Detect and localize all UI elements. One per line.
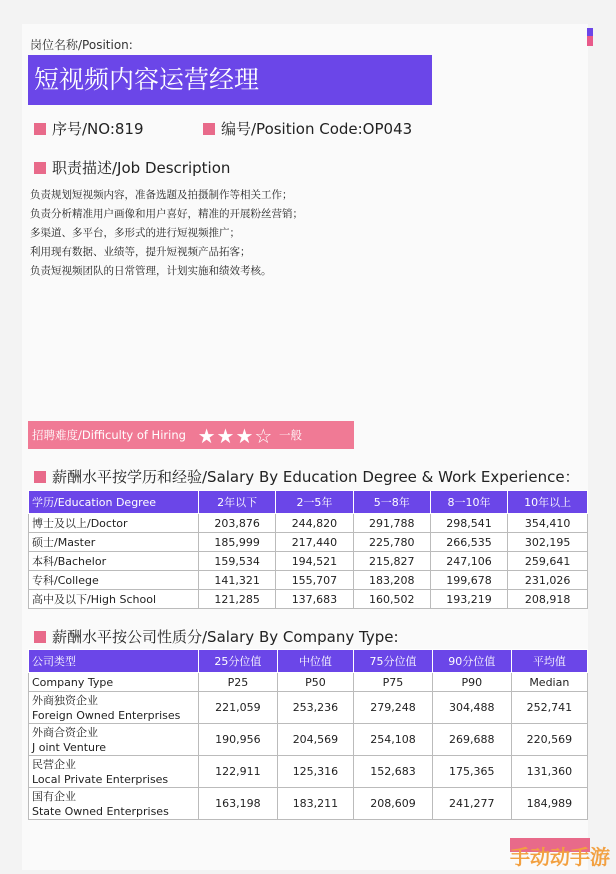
position-label: 岗位名称/Position: [30,38,133,52]
table-header-cell: 90分位值 [432,650,511,673]
table-cell: 152,683 [354,756,433,788]
table-cell: 190,956 [199,724,278,756]
table-header-cell: 中位值 [277,650,353,673]
table-header-cell: 75分位值 [354,650,433,673]
table-cell: 304,488 [432,692,511,724]
company-salary-heading-text: 薪酬水平按公司性质分/Salary By Company Type: [52,628,399,646]
company-type-cell [29,692,199,724]
table-cell: Median [511,673,587,692]
table-cell: 298,541 [430,514,507,533]
table-cell: 194,521 [276,552,353,571]
company-type-cn: 国有企业 [32,789,76,803]
position-code [203,118,412,139]
table-cell: 266,535 [430,533,507,552]
table-cell: 121,285 [199,590,276,609]
table-cell: P75 [354,673,433,692]
table-header-cell: 2一5年 [276,491,353,514]
bullet-square-icon [34,631,46,643]
table-header-cell: 公司类型 [29,650,199,673]
corner-accent-pink [587,36,593,46]
table-cell: 高中及以下/High School [29,590,199,609]
job-description-heading [34,157,230,178]
table-header-cell: 2年以下 [199,491,276,514]
company-type-cell [29,756,199,788]
table-cell: 175,365 [432,756,511,788]
job-title: 短视频内容运营经理 [28,55,432,105]
company-type-cell [29,788,199,820]
table-row [29,533,588,552]
table-cell: 199,678 [430,571,507,590]
hiring-difficulty-label: 招聘难度/Difficulty of Hiring [32,428,186,442]
table-row [29,692,588,724]
table-cell: 博士及以上/Doctor [29,514,199,533]
job-description-line: 负责短视频团队的日常管理，计划实施和绩效考核。 [30,265,272,277]
table-cell: 279,248 [354,692,433,724]
table-cell: 193,219 [430,590,507,609]
watermark-logo: 手动动手游 [510,845,610,869]
table-cell: 247,106 [430,552,507,571]
company-type-cn: 民营企业 [32,757,76,771]
table-cell: 269,688 [432,724,511,756]
company-type-cn: 外商合资企业 [32,725,98,739]
table-cell: 208,609 [354,788,433,820]
table-cell: 244,820 [276,514,353,533]
company-salary-heading [34,626,399,647]
hiring-difficulty-bar [28,421,354,449]
table-cell: 253,236 [277,692,353,724]
serial-number [34,118,144,139]
education-salary-heading [34,466,580,487]
table-cell: 241,277 [432,788,511,820]
table-cell: 184,989 [511,788,587,820]
education-salary-heading-text: 薪酬水平按学历和经验/Salary By Education Degree & Work Experience： [52,468,580,486]
table-row [29,724,588,756]
table-cell: 本科/Bachelor [29,552,199,571]
table-cell: 254,108 [354,724,433,756]
table-cell: 220,569 [511,724,587,756]
table-cell: 155,707 [276,571,353,590]
table-cell: 专科/College [29,571,199,590]
hiring-difficulty-level: 一般 [278,428,302,442]
table-row [29,514,588,533]
company-type-en: J oint Venture [32,740,107,754]
table-row [29,552,588,571]
table-cell: 160,502 [353,590,430,609]
table-cell: P50 [277,673,353,692]
bullet-square-icon [34,471,46,483]
table-cell: 217,440 [276,533,353,552]
table-row [29,788,588,820]
job-description-line: 负责分析精准用户画像和用户喜好，精准的开展粉丝营销； [30,208,303,220]
table-cell: 208,918 [508,590,588,609]
table-cell: P90 [432,673,511,692]
table-header-cell: 5一8年 [353,491,430,514]
table-cell: 122,911 [199,756,278,788]
position-code-text: 编号/Position Code:OP043 [221,120,413,138]
table-header-cell: 8一10年 [430,491,507,514]
bullet-square-icon [34,162,46,174]
table-header-cell: 10年以上 [508,491,588,514]
company-salary-table [28,649,588,820]
table-cell: 204,569 [277,724,353,756]
table-header-cell: 25分位值 [199,650,278,673]
table-cell: 231,026 [508,571,588,590]
bullet-square-icon [34,123,46,135]
table-cell: 185,999 [199,533,276,552]
serial-text: 序号/NO:819 [52,120,144,138]
table-cell: 221,059 [199,692,278,724]
table-header-cell: 平均值 [511,650,587,673]
table-header-row [29,491,588,514]
table-cell: 硕士/Master [29,533,199,552]
table-cell: 259,641 [508,552,588,571]
table-cell: 131,360 [511,756,587,788]
job-description-heading-text: 职责描述/Job Description [52,159,231,177]
table-header-row [29,650,588,673]
table-header-cell: 学历/Education Degree [29,491,199,514]
table-cell: 159,534 [199,552,276,571]
table-row [29,590,588,609]
table-cell: 183,208 [353,571,430,590]
company-type-en: State Owned Enterprises [32,804,169,818]
job-description-line: 多渠道、多平台，多形式的进行短视频推广； [30,227,240,239]
table-cell: 137,683 [276,590,353,609]
table-cell: 163,198 [199,788,278,820]
table-cell: 125,316 [277,756,353,788]
table-cell: 215,827 [353,552,430,571]
bullet-square-icon [203,123,215,135]
company-type-en: Local Private Enterprises [32,772,169,786]
table-cell: 252,741 [511,692,587,724]
table-cell: Company Type [29,673,199,692]
table-row [29,571,588,590]
table-subheader-row [29,673,588,692]
table-row [29,756,588,788]
table-cell: 291,788 [353,514,430,533]
job-description-line: 利用现有数据、业绩等，提升短视频产品拓客； [30,246,251,258]
company-type-cn: 外商独资企业 [32,693,98,707]
job-description-line: 负责规划短视频内容，准备选题及拍摄制作等相关工作； [30,189,293,201]
education-salary-table [28,490,588,609]
company-type-cell [29,724,199,756]
table-cell: 225,780 [353,533,430,552]
table-cell: 302,195 [508,533,588,552]
table-cell: 203,876 [199,514,276,533]
table-cell: 141,321 [199,571,276,590]
company-type-en: Foreign Owned Enterprises [32,708,181,722]
star-rating-icon: ★★★☆ [197,423,274,448]
table-cell: P25 [199,673,278,692]
table-cell: 183,211 [277,788,353,820]
table-cell: 354,410 [508,514,588,533]
job-description [30,186,303,281]
